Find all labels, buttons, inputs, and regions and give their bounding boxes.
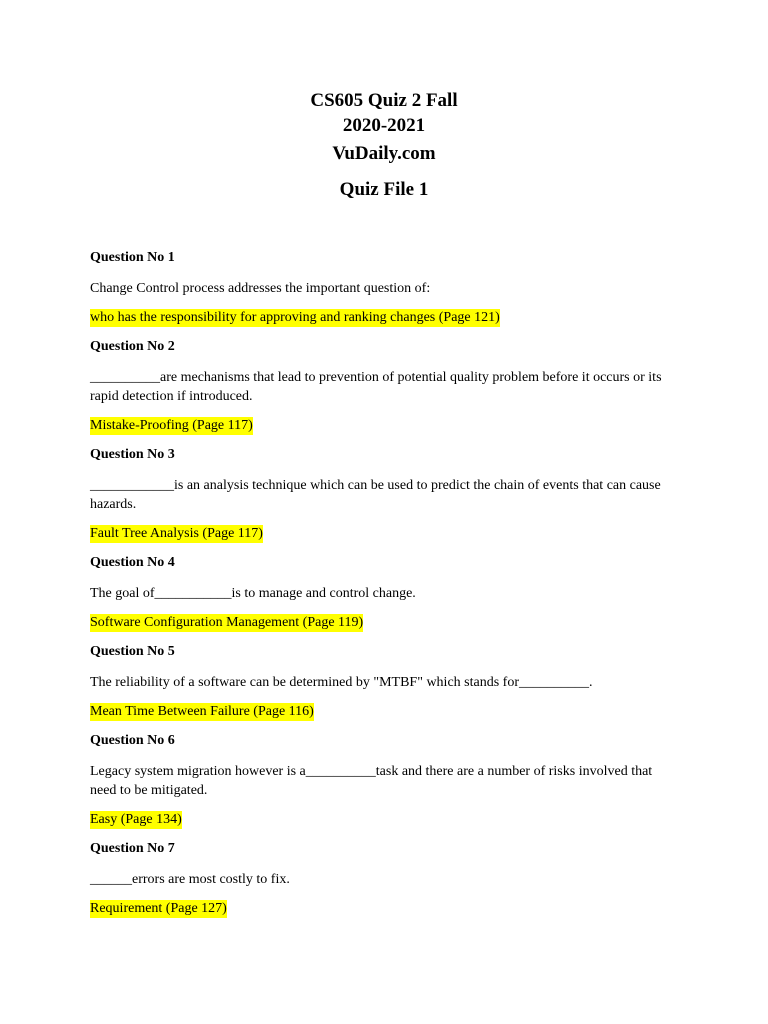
question-answer — [90, 308, 680, 327]
question-answer — [90, 613, 680, 632]
document-title-line1: CS605 Quiz 2 Fall — [310, 90, 458, 111]
answer-highlight: Fault Tree Analysis (Page 117) — [90, 526, 263, 541]
answer-highlight: who has the responsibility for approving and ranking changes (Page 121) — [90, 310, 500, 325]
question-text: ______errors are most costly to fix. — [90, 872, 290, 887]
answer-highlight: Mean Time Between Failure (Page 116) — [90, 704, 314, 719]
quiz-file-subtitle: Quiz File 1 — [339, 179, 429, 200]
question-answer — [90, 702, 680, 721]
question-label: Question No 1 — [90, 250, 175, 265]
question-answer — [90, 524, 680, 543]
question-text: Change Control process addresses the important question of: — [90, 281, 431, 296]
question-5 — [90, 643, 680, 721]
question-answer — [90, 810, 680, 829]
answer-highlight: Mistake-Proofing (Page 117) — [90, 418, 253, 433]
question-text: The reliability of a software can be determined by "MTBF" which stands for__________. — [90, 675, 593, 690]
question-1 — [90, 249, 680, 327]
question-text: Legacy system migration however is a__________task and there are a number of risks involved that need to be mitigated. — [90, 764, 653, 798]
question-label: Question No 3 — [90, 447, 175, 462]
document-title-line2: 2020-2021 — [342, 115, 426, 136]
question-7 — [90, 840, 680, 918]
question-text: The goal of___________is to manage and control change. — [90, 586, 416, 601]
questions-list — [90, 249, 680, 929]
question-label: Question No 2 — [90, 339, 175, 354]
answer-highlight: Requirement (Page 127) — [90, 901, 227, 916]
question-6 — [90, 732, 680, 829]
question-answer — [90, 416, 680, 435]
question-4 — [90, 554, 680, 632]
question-answer — [90, 899, 680, 918]
site-name: VuDaily.com — [332, 143, 436, 164]
question-label: Question No 5 — [90, 644, 175, 659]
question-label: Question No 4 — [90, 555, 175, 570]
answer-highlight: Easy (Page 134) — [90, 812, 182, 827]
question-3 — [90, 446, 680, 543]
question-text: __________are mechanisms that lead to prevention of potential quality problem before it occurs or its rapid detection if introduced. — [90, 370, 662, 404]
question-label: Question No 6 — [90, 733, 175, 748]
question-label: Question No 7 — [90, 841, 175, 856]
question-2 — [90, 338, 680, 435]
question-text: ____________is an analysis technique which can be used to predict the chain of events that can cause hazards. — [90, 478, 661, 512]
answer-highlight: Software Configuration Management (Page 119) — [90, 615, 364, 630]
